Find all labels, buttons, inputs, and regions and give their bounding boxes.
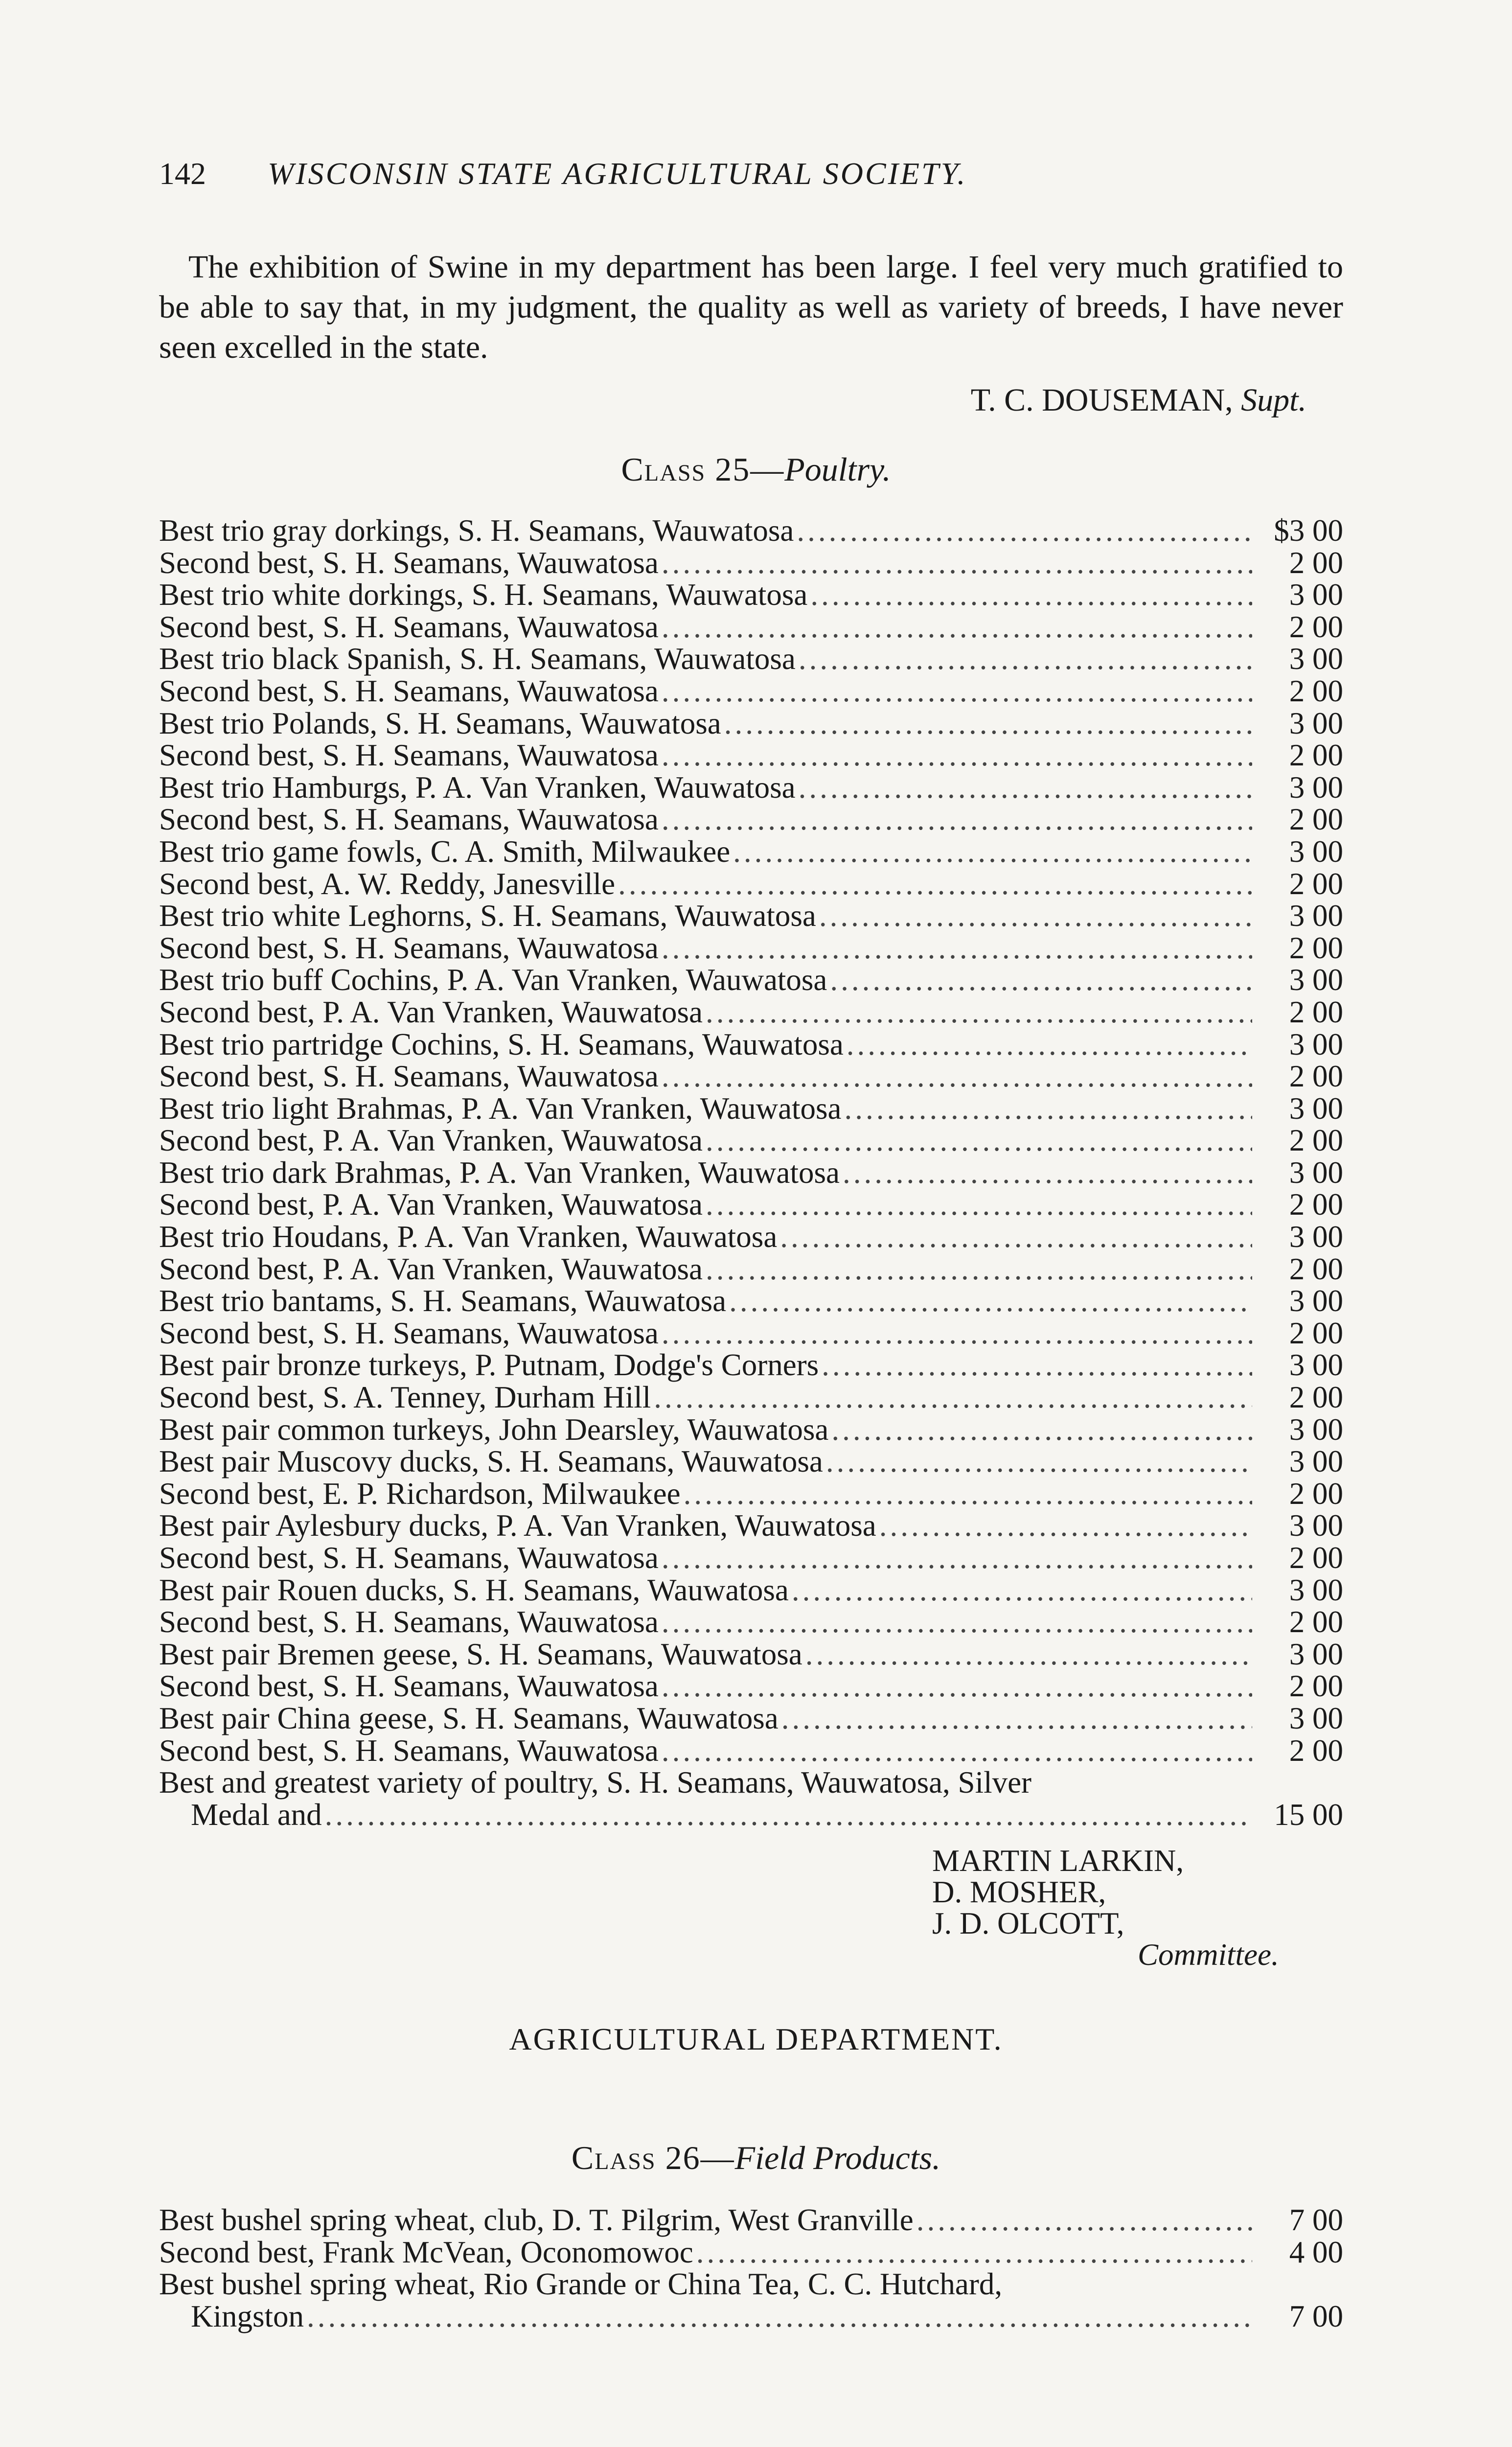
dot-leader [843,1155,1252,1191]
dot-leader [830,962,1252,998]
premium-entry [159,1187,1343,1222]
dot-leader [662,738,1252,773]
premium-entry [159,898,1343,933]
dot-leader [799,770,1252,806]
dot-leader [662,1733,1252,1769]
entry-text: Best pair bronze turkeys, P. Putnam, Dodge's Corners [159,1348,819,1383]
dot-leader [684,1476,1252,1512]
poultry-premium-list [159,513,1343,1832]
dot-leader [618,866,1252,902]
entry-amount: 3 00 [1289,1284,1343,1318]
premium-entry [159,738,1343,773]
entry-amount: 2 00 [1289,866,1343,901]
premium-entry [159,994,1343,1027]
committee-member: MARTIN LARKIN, [932,1844,1184,1878]
committee-signatures [932,1845,1279,1970]
entry-text: Best pair Bremen geese, S. H. Seamans, Wauwatosa [159,1637,802,1671]
premium-entry [159,770,1343,805]
entry-amount: 2 00 [1289,1187,1343,1222]
premium-entry [159,2299,1343,2331]
premium-entry [159,641,1343,676]
dot-leader [706,1123,1252,1158]
entry-text: Best trio Houdans, P. A. Van Vranken, Wauwatosa [159,1220,778,1254]
entry-text: Second best, S. H. Seamans, Wauwatosa [159,1733,659,1768]
entry-text: Second best, S. A. Tenney, Durham Hill [159,1380,651,1415]
entry-text: Second best, S. H. Seamans, Wauwatosa [159,1059,659,1094]
premium-entry [159,1572,1343,1605]
dot-leader [819,898,1252,934]
premium-entry [159,1604,1343,1637]
entry-amount: 3 00 [1289,1444,1343,1479]
premium-entry [159,1027,1343,1062]
premium-entry [159,1251,1343,1284]
entry-amount: 3 00 [1289,1220,1343,1254]
class-26-heading [0,2139,1512,2177]
running-title: WISCONSIN STATE AGRICULTURAL SOCIETY. [268,156,967,191]
premium-entry [159,513,1343,548]
entry-text: Best pair Rouen ducks, S. H. Seamans, Wauwatosa [159,1572,789,1607]
dot-leader [696,2235,1252,2270]
entry-amount: 2 00 [1289,545,1343,580]
dot-leader [916,2202,1252,2238]
premium-entry [159,673,1343,706]
entry-amount: 15 00 [1274,1797,1343,1832]
entry-amount: 3 00 [1289,1572,1343,1607]
dot-leader [845,1091,1252,1127]
dot-leader [654,1380,1252,1415]
entry-text: Kingston [191,2299,304,2333]
premium-entry [159,1219,1343,1254]
entry-text: Best trio game fowls, C. A. Smith, Milwaukee [159,834,731,869]
premium-entry [159,1316,1343,1348]
premium-entry [159,930,1343,963]
premium-entry [159,1637,1343,1669]
entry-text: Second best, A. W. Reddy, Janesville [159,866,616,901]
entry-text-line: Best bushel spring wheat, Rio Grande or China Tea, C. C. Hutchard, [159,2267,1003,2302]
premium-entry [159,1701,1343,1733]
premium-entry [159,1508,1343,1543]
entry-amount: 3 00 [1289,1091,1343,1126]
entry-amount: 3 00 [1289,1027,1343,1062]
entry-text: Second best, Frank McVean, Oconomowoc [159,2235,693,2269]
entry-amount: 2 00 [1289,1541,1343,1575]
dot-leader [662,1059,1252,1094]
class-26-subject: Field Products. [734,2139,941,2176]
dot-leader [662,1540,1252,1576]
premium-entry [159,1380,1343,1415]
premium-entry [159,962,1343,997]
dot-leader [729,1283,1252,1319]
committee-label: Committee. [1138,1938,1279,1972]
entry-amount: 2 00 [1289,994,1343,1029]
entry-amount: 3 00 [1289,963,1343,997]
entry-text: Second best, P. A. Van Vranken, Wauwatosa [159,1187,703,1222]
premium-entry [159,1476,1343,1511]
dot-leader [706,1187,1252,1223]
entry-text: Best trio buff Cochins, P. A. Van Vranken, Wauwatosa [159,963,827,997]
entry-amount: 2 00 [1289,1316,1343,1350]
dot-leader [662,802,1252,837]
dot-leader [826,1444,1252,1479]
dot-leader [792,1572,1252,1608]
entry-text: Second best, P. A. Van Vranken, Wauwatosa [159,994,703,1029]
premium-entry [159,609,1343,642]
entry-amount: $3 00 [1274,513,1343,548]
entry-text: Best trio light Brahmas, P. A. Van Vranken, Wauwatosa [159,1091,842,1126]
entry-amount: 3 00 [1289,899,1343,933]
dot-leader [662,1316,1252,1351]
premium-entry [159,1123,1343,1158]
entry-text: Best trio Polands, S. H. Seamans, Wauwatosa [159,706,721,740]
dot-leader [325,1797,1252,1833]
entry-amount: 3 00 [1289,706,1343,740]
committee-member: D. MOSHER, [932,1875,1106,1909]
premium-entry [159,545,1343,580]
entry-text: Best trio white Leghorns, S. H. Seamans, Wauwatosa [159,899,816,933]
entry-text: Best pair Muscovy ducks, S. H. Seamans, Wauwatosa [159,1444,823,1479]
premium-entry [159,706,1343,738]
premium-entry [159,1091,1343,1126]
dot-leader [724,706,1252,741]
entry-text: Best trio black Spanish, S. H. Seamans, Wauwatosa [159,642,796,676]
entry-text: Best pair China geese, S. H. Seamans, Wauwatosa [159,1701,779,1735]
entry-text: Second best, S. H. Seamans, Wauwatosa [159,738,659,773]
entry-amount: 2 00 [1289,609,1343,644]
signature-title: Supt. [1241,382,1306,418]
entry-amount: 2 00 [1289,802,1343,837]
entry-amount: 2 00 [1289,673,1343,708]
dot-leader [810,577,1252,613]
premium-entry [159,1283,1343,1316]
dot-leader [662,1604,1252,1640]
dot-leader [662,673,1252,709]
premium-entry [159,1155,1343,1190]
entry-text: Best trio gray dorkings, S. H. Seamans, Wauwatosa [159,513,794,548]
premium-entry [159,1412,1343,1447]
entry-text: Best trio bantams, S. H. Seamans, Wauwatosa [159,1284,727,1318]
premium-entry [159,1540,1343,1575]
dot-leader [799,641,1252,677]
entry-text: Best pair common turkeys, John Dearsley, Wauwatosa [159,1412,829,1447]
dot-leader [780,1219,1252,1255]
entry-text: Second best, S. H. Seamans, Wauwatosa [159,609,659,644]
dot-leader [781,1701,1252,1736]
entry-text: Second best, S. H. Seamans, Wauwatosa [159,1669,659,1704]
entry-amount: 2 00 [1289,738,1343,773]
premium-entry [159,1733,1343,1768]
entry-text: Best bushel spring wheat, club, D. T. Pilgrim, West Granville [159,2203,914,2237]
entry-text: Best pair Aylesbury ducks, P. A. Van Vranken, Wauwatosa [159,1508,876,1543]
premium-entry [159,1668,1343,1704]
entry-text: Second best, P. A. Van Vranken, Wauwatosa [159,1251,703,1286]
entry-amount: 2 00 [1289,1669,1343,1704]
running-header [159,156,967,192]
entry-amount: 3 00 [1289,1412,1343,1447]
entry-amount: 3 00 [1289,1155,1343,1190]
intro-paragraph [159,247,1343,368]
premium-entry [159,802,1343,837]
dot-leader [822,1347,1252,1383]
entry-text-line: Best and greatest variety of poultry, S. H. Seamans, Wauwatosa, Silver [159,1765,1032,1800]
entry-text: Best trio partridge Cochins, S. H. Seamans, Wauwatosa [159,1027,844,1062]
class-25-label: Class 25— [621,451,785,488]
entry-text: Second best, S. H. Seamans, Wauwatosa [159,1541,659,1575]
entry-amount: 3 00 [1289,577,1343,612]
entry-amount: 3 00 [1289,1508,1343,1543]
entry-text: Second best, S. H. Seamans, Wauwatosa [159,930,659,965]
premium-entry [159,2235,1343,2267]
premium-entry [159,1059,1343,1094]
entry-text: Medal and [191,1797,322,1832]
premium-entry [159,577,1343,612]
entry-amount: 2 00 [1289,1733,1343,1768]
entry-text: Best trio white dorkings, S. H. Seamans, Wauwatosa [159,577,808,612]
class-25-subject: Poultry. [784,451,891,488]
field-products-premium-list [159,2202,1343,2331]
premium-entry [159,1347,1343,1383]
dot-leader [662,1668,1252,1704]
dot-leader [733,834,1252,870]
entry-amount: 3 00 [1289,770,1343,805]
entry-amount: 2 00 [1289,930,1343,965]
entry-text: Best trio Hamburgs, P. A. Van Vranken, Wauwatosa [159,770,796,805]
premium-entry [159,866,1343,899]
class-25-heading [0,450,1512,489]
entry-amount: 3 00 [1289,834,1343,869]
entry-amount: 2 00 [1289,1123,1343,1158]
entry-amount: 2 00 [1289,1380,1343,1415]
entry-text: Second best, S. H. Seamans, Wauwatosa [159,1605,659,1639]
dot-leader [879,1508,1252,1544]
entry-text: Second best, S. H. Seamans, Wauwatosa [159,545,659,580]
department-title: AGRICULTURAL DEPARTMENT. [509,2022,1003,2056]
entry-amount: 7 00 [1289,2203,1343,2237]
entry-text: Second best, S. H. Seamans, Wauwatosa [159,1316,659,1350]
dot-leader [797,513,1252,549]
entry-amount: 3 00 [1289,642,1343,676]
entry-amount: 3 00 [1289,1637,1343,1671]
page-number: 142 [159,156,206,191]
superintendent-signature [971,382,1306,419]
dot-leader [706,994,1252,1030]
premium-entry [159,2202,1343,2235]
dot-leader [847,1027,1252,1062]
dot-leader [805,1637,1252,1672]
entry-text: Second best, E. P. Richardson, Milwaukee [159,1476,681,1511]
class-26-label: Class 26— [571,2139,735,2176]
entry-amount: 3 00 [1289,1701,1343,1735]
entry-text: Best trio dark Brahmas, P. A. Van Vranken, Wauwatosa [159,1155,840,1190]
entry-text: Second best, S. H. Seamans, Wauwatosa [159,673,659,708]
entry-amount: 3 00 [1289,1348,1343,1383]
entry-amount: 2 00 [1289,1476,1343,1511]
premium-entry [159,834,1343,869]
entry-amount: 7 00 [1289,2299,1343,2333]
committee-member: J. D. OLCOTT, [932,1906,1124,1940]
dot-leader [662,609,1252,645]
dot-leader [706,1251,1252,1287]
entry-amount: 2 00 [1289,1251,1343,1286]
dot-leader [831,1412,1252,1448]
entry-text: Second best, S. H. Seamans, Wauwatosa [159,802,659,837]
entry-amount: 2 00 [1289,1059,1343,1094]
dot-leader [662,930,1252,966]
signature-name: T. C. DOUSEMAN, [970,382,1233,418]
premium-entry [159,1797,1343,1832]
dot-leader [662,545,1252,581]
entry-amount: 2 00 [1289,1605,1343,1639]
entry-text: Second best, P. A. Van Vranken, Wauwatosa [159,1123,703,1158]
intro-text: The exhibition of Swine in my department has been large. I feel very much gratified to be able to say that, in my judgment, the quality as well as variety of breeds, I have never seen excelled in the state. [159,249,1343,365]
dot-leader [307,2299,1252,2334]
entry-amount: 4 00 [1289,2235,1343,2269]
premium-entry [159,1444,1343,1479]
